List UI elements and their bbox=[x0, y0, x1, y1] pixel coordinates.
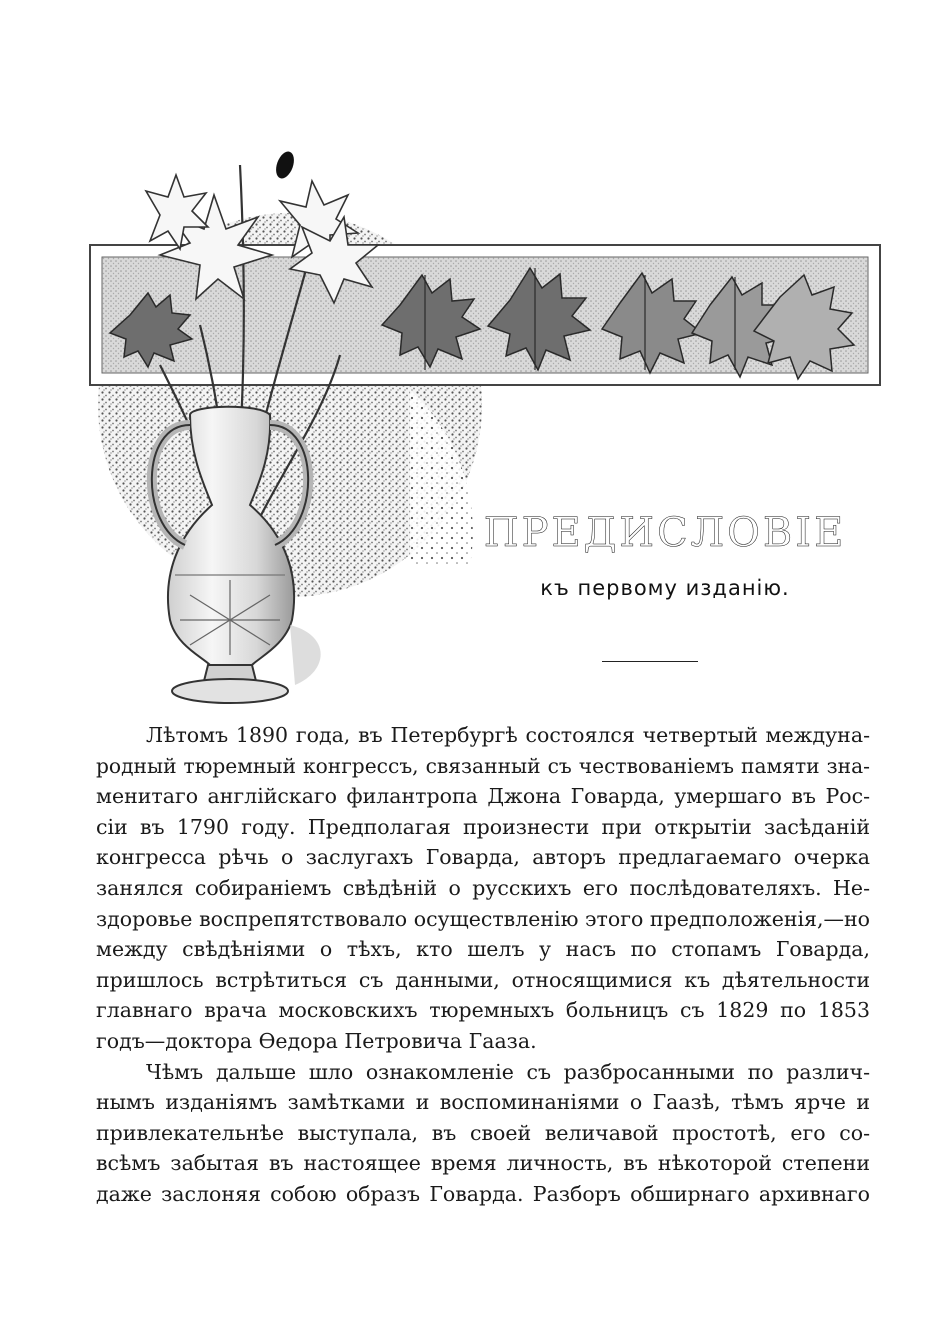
text-line: даже заслоняя собою образъ Говарда. Разборъ обширнаго архивнаго bbox=[96, 1181, 870, 1206]
text-line: конгресса рѣчь о заслугахъ Говарда, авторъ предлагаемаго очерка bbox=[96, 845, 870, 870]
paragraph bbox=[96, 720, 870, 1057]
text-line: Лѣтомъ 1890 года, въ Петербургѣ состоялся четвертый междуна- bbox=[146, 723, 870, 747]
vase-flowers-illustration bbox=[80, 125, 900, 710]
text-line: привлекательнѣе выступала, въ своей величавой простотѣ, его со- bbox=[96, 1120, 870, 1145]
page-title: ПРЕДИСЛОВІЕ bbox=[483, 509, 847, 556]
text-line: сіи въ 1790 году. Предполагая произнести при открытіи засѣданій bbox=[96, 814, 870, 839]
text-line: занялся собираніемъ свѣдѣній о русскихъ его послѣдователяхъ. Не- bbox=[96, 875, 870, 900]
text-line: между свѣдѣніями о тѣхъ, кто шелъ у насъ по стопамъ Говарда, bbox=[96, 937, 870, 962]
text-line: Чѣмъ дальше шло ознакомленіе съ разбросанными по различ- bbox=[146, 1059, 870, 1084]
page-subtitle: къ первому изданію. bbox=[540, 576, 790, 600]
text-line: родный тюремный конгрессъ, связанный съ чествованіемъ памяти зна- bbox=[96, 753, 870, 778]
text-line: здоровье воспрепятствовало осуществленію этого предположенія,—но bbox=[96, 906, 870, 931]
paragraph bbox=[96, 1057, 870, 1210]
text-line: годъ—доктора Ѳедора Петровича Гааза. bbox=[96, 1028, 537, 1053]
text-line: всѣмъ забытая въ настоящее время личность, въ нѣкоторой степени bbox=[96, 1151, 870, 1176]
divider-rule bbox=[602, 661, 698, 662]
text-line: пришлось встрѣтиться съ данными, относящимися къ дѣятельности bbox=[96, 967, 870, 992]
text-line: нымъ изданіямъ замѣтками и воспоминаніями о Гаазѣ, тѣмъ ярче и bbox=[96, 1090, 870, 1115]
body-text bbox=[96, 720, 870, 1210]
text-line: менитаго англійскаго филантропа Джона Говарда, умершаго въ Рос- bbox=[96, 784, 870, 809]
text-line: главнаго врача московскихъ тюремныхъ больницъ съ 1829 по 1853 bbox=[96, 998, 870, 1023]
